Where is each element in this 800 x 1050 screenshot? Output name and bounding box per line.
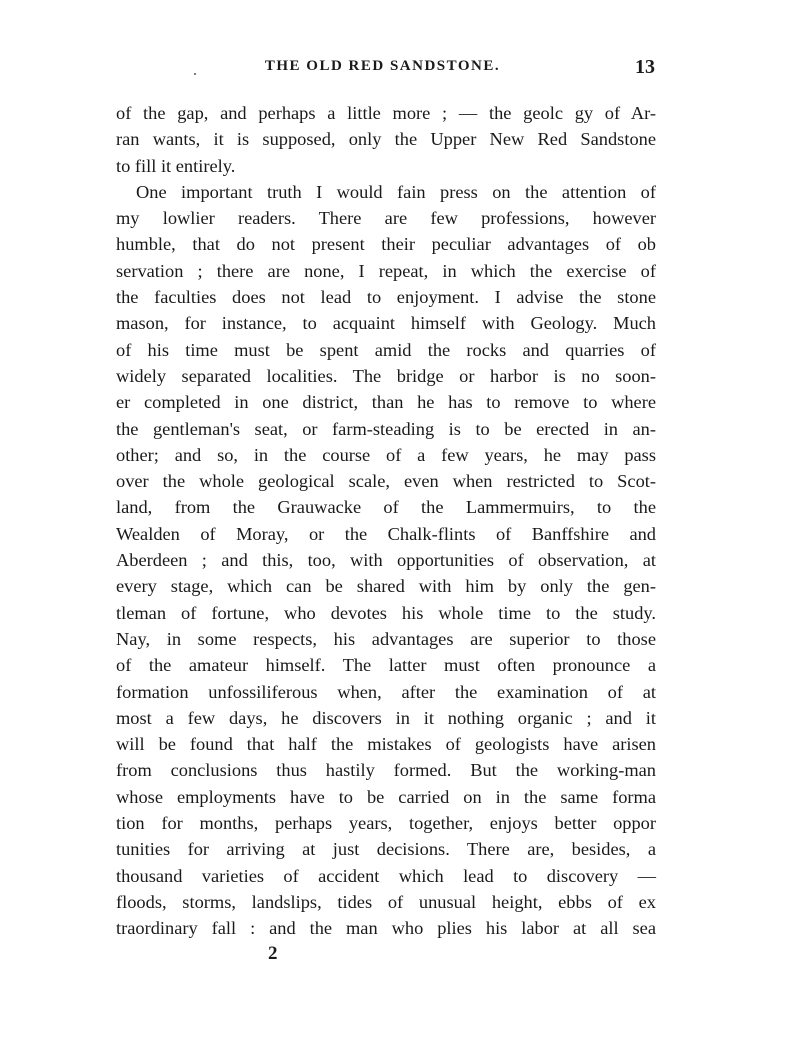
text-line: land, from the Grauwacke of the Lammermuirs, to the (116, 497, 656, 518)
text-line: One important truth I would fain press on the attention of (136, 181, 656, 202)
text-line: of the amateur himself. The latter must often pronounce a (116, 655, 656, 676)
text-line: formation unfossiliferous when, after the examination of at (116, 681, 656, 702)
text-line: my lowlier readers. There are few professions, however (116, 208, 656, 229)
text-line: tunities for arriving at just decisions. There are, besides, a (116, 839, 656, 860)
text-line: most a few days, he discovers in it nothing organic ; and it (116, 707, 656, 728)
text-line: from conclusions thus hastily formed. But the working-man (116, 760, 656, 781)
text-line: ran wants, it is supposed, only the Upper New Red Sandstone (116, 129, 656, 150)
text-line: tleman of fortune, who devotes his whole time to the study. (116, 602, 656, 623)
text-line: tion for months, perhaps years, together, enjoys better oppor (116, 813, 656, 834)
text-line: every stage, which can be shared with him by only the gen- (116, 576, 656, 597)
text-line: over the whole geological scale, even when restricted to Scot- (116, 471, 656, 492)
text-line: the faculties does not lead to enjoyment. I advise the stone (116, 287, 656, 308)
page-number: 13 (635, 56, 655, 78)
text-line: humble, that do not present their peculiar advantages of ob (116, 234, 656, 255)
text-line: servation ; there are none, I repeat, in which the exercise of (116, 260, 656, 281)
text-line: of the gap, and perhaps a little more ; — the geolc gy of Ar- (116, 103, 656, 123)
text-line: thousand varieties of accident which lead to discovery — (116, 865, 656, 886)
page-header (110, 58, 655, 88)
text-line: er completed in one district, than he has to remove to where (116, 392, 656, 413)
text-line: Wealden of Moray, or the Chalk-flints of Banffshire and (116, 523, 656, 544)
text-line: traordinary fall : and the man who plies his labor at all sea (116, 918, 656, 939)
text-line: Nay, in some respects, his advantages are superior to those (116, 628, 656, 649)
text-line: whose employments have to be carried on in the same forma (116, 786, 656, 807)
text-line: the gentleman's seat, or farm-steading is to be erected in an- (116, 418, 656, 439)
text-line: mason, for instance, to acquaint himself with Geology. Much (116, 313, 656, 334)
signature-mark: 2 (268, 943, 278, 964)
print-speck (194, 73, 196, 75)
text-line: widely separated localities. The bridge or harbor is no soon- (116, 365, 656, 386)
text-line: floods, storms, landslips, tides of unusual height, ebbs of ex (116, 891, 656, 912)
body-text (116, 100, 656, 942)
text-line: other; and so, in the course of a few years, he may pass (116, 444, 656, 465)
running-title: THE OLD RED SANDSTONE. (264, 58, 501, 74)
text-line: Aberdeen ; and this, too, with opportunities of observation, at (116, 550, 656, 571)
text-line: will be found that half the mistakes of geologists have arisen (116, 734, 656, 755)
text-line: to fill it entirely. (116, 155, 236, 176)
text-line: of his time must be spent amid the rocks and quarries of (116, 339, 656, 360)
